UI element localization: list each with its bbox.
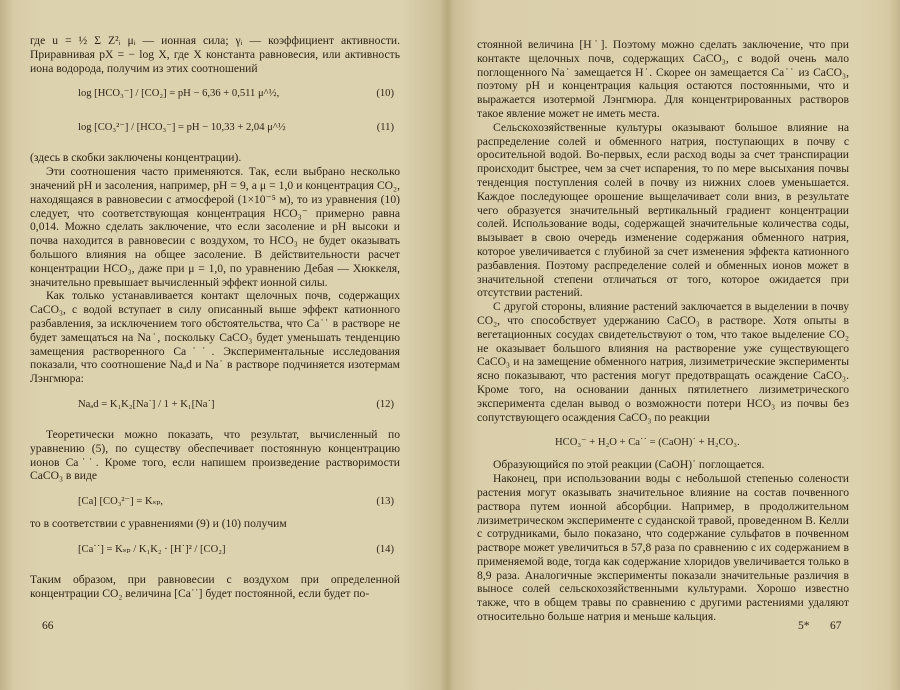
left-paragraph-1: Эти соотношения часто применяются. Так, если выбрано несколько значений pH и засоления, например, pH = 9, а μ = 1,0 и концентрация CO₂, находящаяся в равновесии с атмосферой (1×10⁻⁵ м), то из уравнения (10) следует, что соответствующая концентрация HCO₃⁻ примерно равна 0,014. Можно сделать заключение, что если засоление и pH высоки и почва находится в равновесии с воздухом, то HCO₃ не будет оказывать большого влияния на общее засоление. В действительности расчет концентрации HCO₃, даже при μ = 1,0, по уравнению Дебая — Хюккеля, значительно превышает вычисленный эффект ионной силы. (30, 165, 400, 289)
right-paragraph-2: Сельскохозяйственные культуры оказывают большое влияние на распределение солей и обменного натрия, поступающих в почву с оросительной водой. Во-первых, если расход воды за счет транспирации происходит быстрее, чем за счет испарения, то по мере высыхания почвы тенденция поступления солей в почву из нижних слоев уменьшается. Каждое последующее орошение выщелачивает соли вниз, в результате чего образуется значительный вертикальный градиент концентрации солей. Использование воды, содержащей значительные количества соды, вызывает в свою очередь изменение содержания обменного натрия, которое увеличивается с глубиной за счет изменения эффекта катионного разбавления. Поэтому распределение солей и обменных ионов может в значительной степени отличаться от того, которое ожидается при отсутствии растений. (477, 120, 849, 300)
equation-13 (30, 491, 400, 509)
equation-14-expression: [Ca˙˙] = Kₛₚ / K₁K₂ · [H˙]² / [CO₂] (78, 543, 226, 555)
right-page-number: 67 (830, 620, 842, 632)
equation-14-number: (14) (376, 543, 394, 555)
equation-10-number: (10) (376, 88, 394, 100)
equation-12 (30, 394, 400, 420)
equation-14 (30, 539, 400, 565)
left-paragraph-4: то в соответствии с уравнениями (9) и (10) получим (30, 517, 287, 531)
right-page (477, 38, 849, 650)
left-page-number: 66 (42, 620, 54, 632)
left-page (30, 34, 400, 646)
right-paragraph-5: Наконец, при использовании воды с небольшой степенью солености растения могут оказывать значительное влияние на состав почвенного раствора путем ионной абсорбции. Например, в продолжительном лизиметрическом эксперименте с суданской травой, проведенном В. Келли с сотрудниками, было показано, что содержание сульфатов в почвенном растворе может увеличиться в 57,8 раза по сравнению с их содержанием в применяемой воде, тогда как содержание хлоридов увеличивается только в 8,9 раза. Аналогичные эксперименты показали значительные различия в выносе солей сельскохозяйственными культурами. Хорошо известно также, что в общем травы по сравнению с другими растениями удаляют относительно больше натрия и меньше кальция. (477, 472, 849, 624)
left-paragraph-2: Как только устанавливается контакт щелочных почв, содержащих CaCO₃, с водой вступает в силу описанный выше эффект катионного разбавления, за исключением того обстоятельства, что Ca˙˙ в растворе не будет замещаться на Na˙, поскольку CaCO₃ будет уменьшать тенденцию замещения растворенного Ca˙˙. Экспериментальные исследования показали, что соотношение Naₐd и Na˙ в растворе подчиняется изотермам Лэнгмюра: (30, 289, 400, 386)
reaction-equation (477, 432, 849, 450)
equation-12-number: (12) (376, 398, 394, 410)
left-paragraph-3: Теоретически можно показать, что результат, вычисленный по уравнению (5), по существу обеспечивает постоянную концентрацию ионов Ca˙˙. Кроме того, если напишем произведение растворимости CaCO₃ в виде (30, 427, 400, 483)
equation-11-number: (11) (376, 122, 394, 134)
right-paragraph-4: Образующийся по этой реакции (CaOH)˙ поглощается. (493, 458, 765, 472)
equation-12-expression: Naₐd = K₁K₂[Na˙] / 1 + K₁[Na˙] (78, 398, 215, 410)
right-paragraph-1: стоянной величина [H˙]. Поэтому можно сделать заключение, что при контакте щелочных почв, содержащих CaCO₃, с водой очень мало поглощенного Na˙ замещается H˙. Скорее он замещается Ca˙˙ из CaCO₃, поэтому pH и концентрация кальция остаются постоянными, что и выражается изотермой Лэнгмюра. Для концентрированных растворов такое явление может не иметь места. (477, 38, 849, 120)
equation-11 (30, 117, 400, 143)
left-paragraph-5: Таким образом, при равновесии с воздухом при определенной концентрации CO₂ величина [Ca˙˙] будет постоянной, если будет по- (30, 572, 400, 600)
equation-13-expression: [Ca] [CO₃²⁻] = Kₛₚ, (78, 496, 164, 508)
signature-mark: 5* (798, 620, 810, 632)
reaction-equation-expression: HCO₃⁻ + H₂O + Ca˙˙ = (CaOH)˙ + H₂CO₃. (555, 437, 740, 449)
equation-11-expression: log [CO₃²⁻] / [HCO₃⁻] = pH − 10,33 + 2,04 μ^½ (78, 122, 286, 134)
right-paragraph-3: С другой стороны, влияние растений заключается в выделении в почву CO₂, что способствует удержанию CaCO₃ в растворе. Хотя опыты в вегетационных сосудах свидетельствуют о том, что такое выделение CO₂ не оказывает большого влияния на растворение уже существующего CaCO₃ и на замещение обменного натрия, лизиметрические эксперименты ясно показывают, что растения могут предотвращать осаждение CaCO₃. Кроме того, на основании данных пятилетнего лизиметрического эксперимента сделан вывод о возможности потери HCO₃ из почвы без сопутствующего осаждения CaCO₃ по реакции (477, 300, 849, 424)
left-intro-text: где u = ½ Σ Z²ᵢ μᵢ — ионная сила; γᵢ — коэффициент активности. Приравнивая pX = − log X, где X константа равновесия, или активность иона водорода, получим из этих соотношений (30, 34, 400, 75)
equation-10-expression: log [HCO₃⁻] / [CO₂] = pH − 6,36 + 0,511 μ^½, (78, 88, 280, 100)
note-text: (здесь в скобки заключены концентрации). (30, 151, 242, 165)
equation-10 (30, 83, 400, 109)
equation-13-number: (13) (376, 496, 394, 508)
